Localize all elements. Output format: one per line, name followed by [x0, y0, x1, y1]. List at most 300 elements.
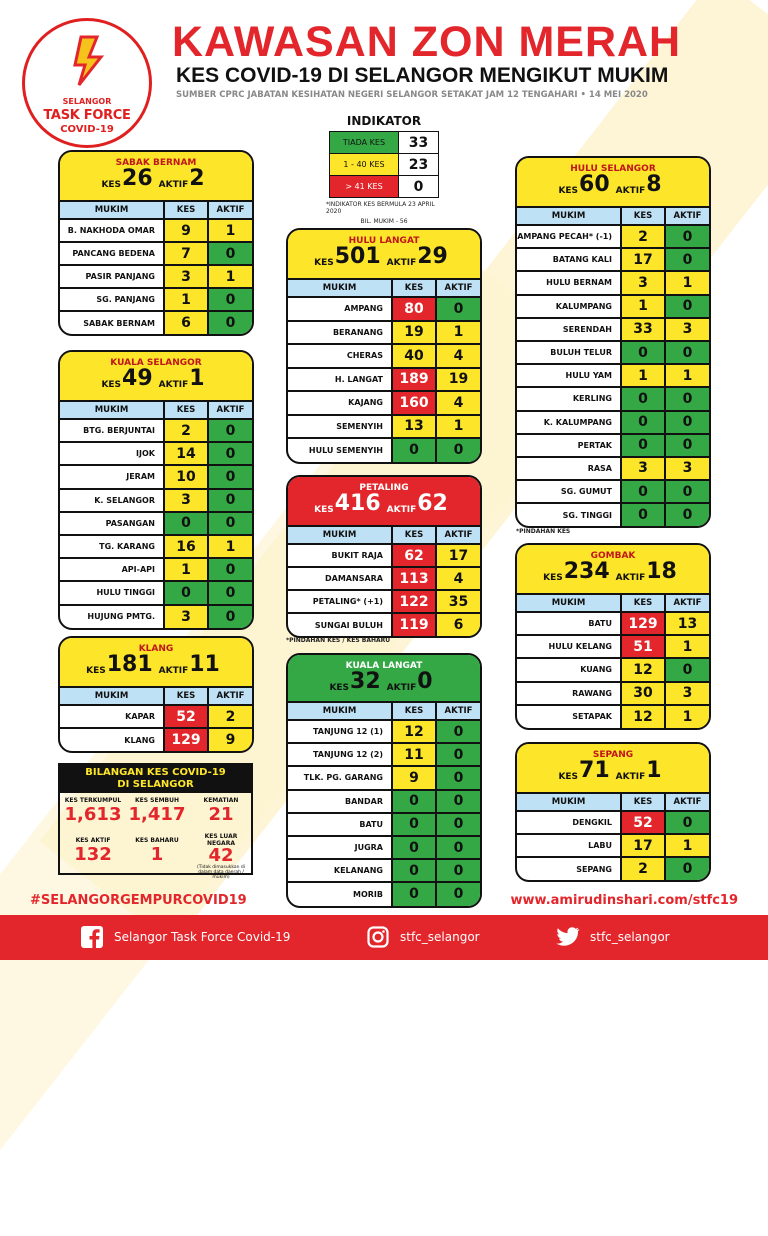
mukim-name: SABAK BERNAM: [60, 311, 164, 334]
district-header: [517, 744, 709, 792]
logo-line2: TASK FORCE: [43, 108, 131, 123]
district-name: HULU LANGAT: [348, 236, 420, 246]
mukim-name: SERENDAH: [517, 318, 621, 341]
table-row: [288, 813, 480, 836]
mukim-kes: 0: [621, 503, 665, 526]
district-table: [517, 206, 709, 526]
aktif-label: AKTIF: [386, 258, 417, 268]
mukim-name: PERTAK: [517, 434, 621, 457]
mukim-name: TG. KARANG: [60, 535, 164, 558]
stat-value: 1,417: [128, 804, 186, 825]
table-row: [288, 743, 480, 766]
indicator-label: 1 - 40 KES: [330, 154, 399, 176]
mukim-kes: 52: [164, 705, 208, 728]
mukim-kes: 40: [392, 344, 436, 368]
mukim-name: SEMENYIH: [288, 415, 392, 439]
kes-label: KES: [558, 772, 579, 782]
mukim-aktif: 0: [436, 790, 480, 813]
table-row: [288, 590, 480, 613]
aktif-label: AKTIF: [386, 683, 417, 693]
mukim-aktif: 0: [665, 248, 709, 271]
stat-label: KES SEMBUH: [134, 797, 179, 804]
mukim-kes: 3: [621, 457, 665, 480]
table-row: [288, 321, 480, 345]
district-card: [515, 742, 711, 882]
kes-label: KES: [101, 180, 122, 190]
mukim-kes: 1: [621, 295, 665, 318]
mukim-name: KERLING: [517, 387, 621, 410]
table-row: [517, 834, 709, 857]
mukim-aktif: 0: [665, 225, 709, 248]
mukim-aktif: 0: [208, 442, 252, 465]
table-row: [288, 859, 480, 882]
district-stats: [517, 760, 709, 782]
mukim-name: PETALING* (+1): [288, 590, 392, 613]
table-row: [60, 581, 252, 604]
mukim-aktif: 13: [665, 612, 709, 635]
mukim-aktif: 1: [665, 271, 709, 294]
twitter-link[interactable]: [556, 925, 670, 949]
district-header: [60, 638, 252, 686]
mukim-name: CHERAS: [288, 344, 392, 368]
district-aktif: 62: [417, 491, 448, 516]
aktif-label: AKTIF: [615, 186, 646, 196]
district-aktif: 0: [417, 669, 433, 694]
district-header: [517, 158, 709, 206]
stat-label: KES BAHARU: [135, 837, 179, 844]
kes-label: KES: [86, 666, 106, 676]
col-header-kes: KES: [164, 401, 208, 419]
table-row: [60, 535, 252, 558]
aktif-label: AKTIF: [386, 505, 417, 515]
district-header: [288, 230, 480, 278]
district-aktif: 1: [189, 366, 205, 391]
col-header-aktif: AKTIF: [436, 279, 480, 297]
table-row: [60, 465, 252, 488]
mukim-name: SG. TINGGI: [517, 503, 621, 526]
table-row: [517, 503, 709, 526]
mukim-aktif: 1: [436, 321, 480, 345]
table-row: [60, 605, 252, 628]
district-kes: 181: [106, 652, 153, 677]
mukim-aktif: 0: [208, 288, 252, 311]
table-row: [517, 705, 709, 728]
mukim-kes: 0: [164, 512, 208, 535]
col-header-mukim: MUKIM: [288, 279, 392, 297]
mukim-name: KLANG: [60, 728, 164, 751]
mukim-aktif: 0: [436, 859, 480, 882]
logo-line1: SELANGOR: [62, 97, 112, 106]
mukim-aktif: 0: [208, 512, 252, 535]
mukim-name: PANCANG BEDENA: [60, 242, 164, 265]
mukim-name: BUKIT RAJA: [288, 544, 392, 567]
mukim-name: IJOK: [60, 442, 164, 465]
mukim-name: SETAPAK: [517, 705, 621, 728]
summary-title: BILANGAN KES COVID-19: [85, 767, 226, 778]
district-card: [515, 543, 711, 730]
mukim-aktif: 0: [665, 811, 709, 834]
district-card: [515, 156, 711, 528]
table-row: [517, 658, 709, 681]
mukim-aktif: 1: [208, 265, 252, 288]
mukim-name: RASA: [517, 457, 621, 480]
mukim-kes: 0: [392, 790, 436, 813]
mukim-aktif: 3: [665, 457, 709, 480]
district-card: [286, 228, 482, 464]
facebook-icon: [80, 925, 104, 949]
col-header-aktif: AKTIF: [208, 201, 252, 219]
mukim-kes: 7: [164, 242, 208, 265]
table-row: [288, 344, 480, 368]
mukim-name: RAWANG: [517, 682, 621, 705]
district-kes: 501: [334, 244, 381, 269]
aktif-label: AKTIF: [158, 666, 189, 676]
district-stats: [60, 168, 252, 190]
mukim-aktif: 0: [208, 311, 252, 334]
district-header: [288, 477, 480, 525]
table-row: [517, 411, 709, 434]
district-stats: [517, 174, 709, 196]
table-row: [288, 790, 480, 813]
table-row: [60, 265, 252, 288]
col-header-aktif: AKTIF: [665, 793, 709, 811]
mukim-aktif: 4: [436, 391, 480, 415]
mukim-kes: 3: [164, 605, 208, 628]
mukim-name: HULU BERNAM: [517, 271, 621, 294]
district-card: [286, 653, 482, 908]
mukim-kes: 113: [392, 567, 436, 590]
table-row: [60, 242, 252, 265]
district-kes: 60: [579, 172, 610, 197]
col-header-mukim: MUKIM: [60, 201, 164, 219]
mukim-aktif: 19: [436, 368, 480, 392]
instagram-link[interactable]: [366, 925, 480, 949]
mukim-name: BANDAR: [288, 790, 392, 813]
stat-label: KEMATIAN: [203, 797, 239, 804]
mukim-aktif: 0: [436, 766, 480, 789]
district-stats: [288, 246, 480, 268]
col-header-aktif: AKTIF: [436, 702, 480, 720]
table-row: [517, 457, 709, 480]
mukim-aktif: 0: [665, 295, 709, 318]
kes-label: KES: [314, 505, 334, 515]
mukim-kes: 12: [392, 720, 436, 743]
lightning-bolt-icon: [67, 35, 111, 87]
table-row: [288, 567, 480, 590]
table-row: [288, 391, 480, 415]
aktif-label: AKTIF: [158, 380, 189, 390]
mukim-kes: 2: [621, 857, 665, 880]
mukim-name: HULU KELANG: [517, 635, 621, 658]
mukim-kes: 62: [392, 544, 436, 567]
mukim-aktif: 0: [436, 836, 480, 859]
stat-value: 42: [208, 845, 234, 866]
district-name: SEPANG: [592, 750, 634, 760]
mukim-name: SG. GUMUT: [517, 480, 621, 503]
table-row: [288, 297, 480, 321]
mukim-aktif: 1: [665, 705, 709, 728]
kes-label: KES: [558, 186, 579, 196]
mukim-name: H. LANGAT: [288, 368, 392, 392]
district-kes: 416: [334, 491, 381, 516]
district-name: SABAK BERNAM: [115, 158, 197, 168]
table-row: [60, 419, 252, 442]
district-header: [517, 545, 709, 593]
district-header: [60, 352, 252, 400]
col-header-mukim: MUKIM: [60, 401, 164, 419]
mukim-aktif: 0: [665, 503, 709, 526]
col-header-mukim: MUKIM: [517, 207, 621, 225]
district-stats: [60, 368, 252, 390]
mukim-kes: 2: [621, 225, 665, 248]
table-row: [288, 438, 480, 462]
mukim-aktif: 17: [436, 544, 480, 567]
mukim-aktif: 1: [665, 364, 709, 387]
district-table: [517, 792, 709, 880]
table-row: [517, 635, 709, 658]
mukim-name: BATANG KALI: [517, 248, 621, 271]
mukim-kes: 0: [621, 434, 665, 457]
col-header-mukim: MUKIM: [517, 594, 621, 612]
mukim-kes: 6: [164, 311, 208, 334]
mukim-kes: 9: [164, 219, 208, 242]
table-row: [60, 311, 252, 334]
stat-label: KES TERKUMPUL: [64, 797, 122, 804]
mukim-kes: 189: [392, 368, 436, 392]
district-table: [60, 200, 252, 334]
mukim-kes: 12: [621, 705, 665, 728]
mukim-name: HULU TINGGI: [60, 581, 164, 604]
mukim-kes: 129: [621, 612, 665, 635]
mukim-kes: 129: [164, 728, 208, 751]
mukim-kes: 3: [621, 271, 665, 294]
indicator-value: 23: [399, 154, 439, 176]
mukim-kes: 1: [164, 558, 208, 581]
mukim-aktif: 1: [665, 635, 709, 658]
district-stats: [517, 561, 709, 583]
col-header-mukim: MUKIM: [60, 687, 164, 705]
mukim-aktif: 4: [436, 567, 480, 590]
mukim-name: HUJUNG PMTG.: [60, 605, 164, 628]
mukim-name: BULUH TELUR: [517, 341, 621, 364]
district-card: [58, 150, 254, 336]
mukim-aktif: 0: [208, 605, 252, 628]
mukim-aktif: 0: [665, 341, 709, 364]
table-row: [517, 811, 709, 834]
mukim-kes: 3: [164, 489, 208, 512]
page-subtitle: KES COVID-19 DI SELANGOR MENGIKUT MUKIM: [176, 64, 669, 87]
stat-value: 21: [208, 804, 234, 825]
table-row: [517, 434, 709, 457]
source-line: SUMBER CPRC JABATAN KESIHATAN NEGERI SELANGOR SETAKAT JAM 12 TENGAHARI • 14 MEI 2020: [176, 90, 648, 100]
indicator-count-note: BIL. MUKIM - 56: [360, 218, 408, 226]
mukim-aktif: 0: [208, 489, 252, 512]
mukim-name: K. KALUMPANG: [517, 411, 621, 434]
stat-small-note: (Tidak dimasukkan di dalam data daerah / mukim): [197, 865, 245, 880]
mukim-name: BATU: [517, 612, 621, 635]
summary-box: [58, 763, 253, 880]
mukim-name: HULU YAM: [517, 364, 621, 387]
logo-line3: COVID-19: [60, 124, 114, 135]
mukim-kes: 11: [392, 743, 436, 766]
mukim-kes: 0: [621, 341, 665, 364]
district-name: HULU SELANGOR: [570, 164, 656, 174]
mukim-kes: 16: [164, 535, 208, 558]
district-aktif: 11: [189, 652, 220, 677]
col-header-kes: KES: [621, 594, 665, 612]
district-name: KUALA LANGAT: [345, 661, 423, 671]
district-aktif: 2: [189, 166, 205, 191]
mukim-kes: 9: [392, 766, 436, 789]
indicator-title: INDIKATOR: [346, 114, 422, 128]
mukim-kes: 51: [621, 635, 665, 658]
mukim-name: SEPANG: [517, 857, 621, 880]
mukim-name: PASANGAN: [60, 512, 164, 535]
mukim-name: KUANG: [517, 658, 621, 681]
mukim-name: TLK. PG. GARANG: [288, 766, 392, 789]
table-row: [288, 720, 480, 743]
table-row: [60, 489, 252, 512]
stat-label: KES AKTIF: [75, 837, 111, 844]
district-kes: 71: [579, 758, 610, 783]
facebook-link[interactable]: [80, 925, 290, 949]
district-table: [288, 525, 480, 636]
mukim-name: AMPANG: [288, 297, 392, 321]
indicator-note: *INDIKATOR KES BERMULA 23 APRIL 2020: [326, 201, 435, 216]
table-row: [288, 368, 480, 392]
mukim-kes: 13: [392, 415, 436, 439]
table-row: [517, 480, 709, 503]
mukim-kes: 3: [164, 265, 208, 288]
mukim-aktif: 0: [665, 857, 709, 880]
mukim-kes: 17: [621, 834, 665, 857]
district-stats: [288, 493, 480, 515]
mukim-name: BTG. BERJUNTAI: [60, 419, 164, 442]
district-header: [288, 655, 480, 701]
col-header-kes: KES: [621, 207, 665, 225]
mukim-aktif: 0: [665, 434, 709, 457]
table-row: [288, 415, 480, 439]
mukim-kes: 0: [392, 859, 436, 882]
col-header-mukim: MUKIM: [288, 526, 392, 544]
mukim-name: BATU: [288, 813, 392, 836]
mukim-name: B. NAKHODA OMAR: [60, 219, 164, 242]
table-row: [288, 544, 480, 567]
col-header-kes: KES: [164, 687, 208, 705]
mukim-name: KAJANG: [288, 391, 392, 415]
district-name: GOMBAK: [590, 551, 636, 561]
stat-value: 132: [74, 844, 112, 865]
mukim-aktif: 2: [208, 705, 252, 728]
mukim-name: HULU SEMENYIH: [288, 438, 392, 462]
mukim-name: KELANANG: [288, 859, 392, 882]
district-name: KLANG: [138, 644, 174, 654]
mukim-kes: 12: [621, 658, 665, 681]
mukim-aktif: 9: [208, 728, 252, 751]
district-kes: 49: [122, 366, 153, 391]
mukim-name: SUNGAI BULUH: [288, 613, 392, 636]
mukim-kes: 119: [392, 613, 436, 636]
mukim-aktif: 0: [436, 438, 480, 462]
mukim-kes: 122: [392, 590, 436, 613]
mukim-aktif: 0: [665, 411, 709, 434]
col-header-kes: KES: [621, 793, 665, 811]
mukim-kes: 14: [164, 442, 208, 465]
table-row: [517, 225, 709, 248]
table-row: [288, 836, 480, 859]
mukim-aktif: 1: [665, 834, 709, 857]
table-row: [517, 612, 709, 635]
hashtag: #SELANGORGEMPURCOVID19: [30, 893, 247, 908]
mukim-kes: 0: [392, 882, 436, 905]
mukim-kes: 80: [392, 297, 436, 321]
mukim-aktif: 0: [436, 813, 480, 836]
district-table: [60, 686, 252, 751]
kes-label: KES: [543, 573, 563, 583]
district-kes: 32: [350, 669, 381, 694]
mukim-aktif: 0: [208, 465, 252, 488]
col-header-aktif: AKTIF: [665, 207, 709, 225]
district-card: [58, 350, 254, 630]
mukim-aktif: 1: [208, 535, 252, 558]
mukim-aktif: 3: [665, 318, 709, 341]
facebook-label: Selangor Task Force Covid-19: [114, 930, 291, 944]
mukim-name: JERAM: [60, 465, 164, 488]
district-aktif: 29: [417, 244, 448, 269]
kes-label: KES: [101, 380, 122, 390]
table-row: [517, 364, 709, 387]
aktif-label: AKTIF: [615, 573, 646, 583]
page-title: KAWASAN ZON MERAH: [172, 18, 682, 66]
table-row: [517, 387, 709, 410]
district-card: [286, 475, 482, 638]
table-row: [517, 295, 709, 318]
col-header-kes: KES: [392, 702, 436, 720]
mukim-name: TANJUNG 12 (2): [288, 743, 392, 766]
indicator-legend: [326, 114, 442, 226]
stat-value: 1: [150, 844, 164, 865]
aktif-label: AKTIF: [158, 180, 189, 190]
task-force-logo: [22, 18, 152, 148]
mukim-kes: 160: [392, 391, 436, 415]
kes-label: KES: [314, 258, 334, 268]
mukim-kes: 0: [621, 480, 665, 503]
twitter-icon: [556, 925, 580, 949]
mukim-name: AMPANG PECAH* (-1): [517, 225, 621, 248]
district-table: [288, 701, 480, 906]
table-row: [60, 288, 252, 311]
district-card: [58, 636, 254, 753]
website-link[interactable]: www.amirudinshari.com/stfc19: [510, 893, 738, 908]
district-table: [517, 593, 709, 728]
indicator-label: TIADA KES: [330, 132, 399, 154]
mukim-kes: 0: [392, 438, 436, 462]
district-name: KUALA SELANGOR: [110, 358, 202, 368]
footer-bar: [0, 915, 768, 960]
mukim-aktif: 0: [665, 387, 709, 410]
col-header-kes: KES: [392, 279, 436, 297]
mukim-name: KAPAR: [60, 705, 164, 728]
mukim-kes: 52: [621, 811, 665, 834]
instagram-label: stfc_selangor: [400, 930, 480, 944]
table-row: [60, 512, 252, 535]
mukim-aktif: 1: [436, 415, 480, 439]
mukim-kes: 17: [621, 248, 665, 271]
table-row: [60, 442, 252, 465]
mukim-name: K. SELANGOR: [60, 489, 164, 512]
mukim-kes: 1: [621, 364, 665, 387]
mukim-kes: 19: [392, 321, 436, 345]
